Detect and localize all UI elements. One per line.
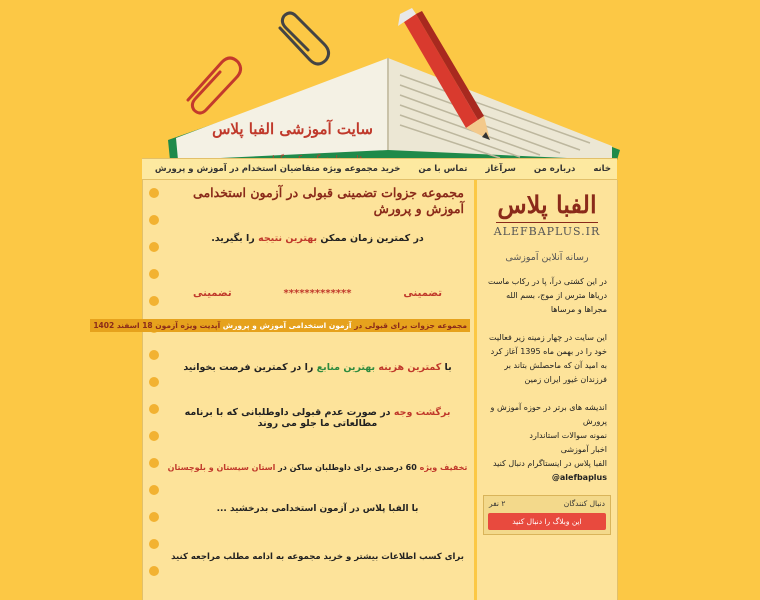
guarantee-left: تضمینی xyxy=(403,288,442,299)
line3-red: برگشت وجه xyxy=(393,407,451,418)
promo-banner xyxy=(93,313,470,332)
site-logo[interactable] xyxy=(492,190,602,238)
book-page-right xyxy=(388,58,612,160)
line1-highlight: بهترین نتیجه xyxy=(258,233,318,244)
post-line-5: با الفبا پلاس در آزمون استخدامی بدرخشید ... xyxy=(216,504,419,514)
banner-c: آپدیت ویژه آزمون 18 اسفند 1402 xyxy=(93,321,221,330)
sidebar-item-2: نمونه سوالات استاندارد xyxy=(529,431,607,440)
line2-suffix: را در کمترین فرصت بخوانید xyxy=(183,362,314,373)
post xyxy=(93,180,470,562)
post-title[interactable]: مجموعه جزوات تضمینی قبولی در آزمون استخدامی آموزش و پرورش xyxy=(193,185,464,216)
promo-banner-text[interactable] xyxy=(90,319,470,332)
sidebar-item-1: اندیشه های برتر در حوزه آموزش و پرورش xyxy=(490,403,607,426)
nav-item-about[interactable]: درباره من xyxy=(533,164,576,174)
nav-item-home[interactable]: خانه xyxy=(593,164,611,174)
logo-latin: ALEFBAPLUS.IR xyxy=(493,225,601,238)
sidebar-para-1: در این کشتی درآ، پا در رکاب ماست دریاها مترس از موج، بسم الله مجراها و مرساها xyxy=(487,277,607,314)
site-title[interactable]: سایت آموزشی الفبا پلاس xyxy=(212,120,373,138)
line2-red: کمترین هزینه xyxy=(378,362,442,373)
post-line-3 xyxy=(165,407,470,429)
post-line-2 xyxy=(165,362,470,373)
sidebar-list xyxy=(477,401,617,485)
line3-suffix: در صورت عدم قبولی داوطلبانی که با برنامه مطالعاتی ما جلو می روند xyxy=(184,407,391,429)
line2-green: بهترین منابع xyxy=(316,362,376,373)
sidebar-item-3: اخبار آموزشی xyxy=(560,445,607,454)
followers-widget xyxy=(483,495,611,535)
banner-a: مجموعه جزوات برای قبولی در xyxy=(354,321,467,330)
logo-divider xyxy=(496,222,598,223)
post-line-4 xyxy=(165,463,470,472)
sidebar xyxy=(477,180,618,600)
notebook-holes xyxy=(149,188,161,593)
paperclip-red-icon xyxy=(188,58,241,113)
top-nav xyxy=(142,158,617,180)
followers-label: دنبال کنندگان xyxy=(563,499,605,508)
sidebar-item-4: الفبا پلاس در اینستاگرام دنبال کنید xyxy=(492,459,607,468)
line2-prefix: با xyxy=(444,362,452,373)
post-line-1 xyxy=(165,233,470,244)
follow-button[interactable]: این وبلاگ را دنبال کنید xyxy=(488,513,606,530)
sidebar-para-2: این سایت در چهار زمینه زیر فعالیت خود را در بهمن ماه 1395 آغاز کرد به امید آن که ماحصلش بتاند بر فرزندان غیور ایران زمین xyxy=(489,333,607,384)
instagram-handle[interactable]: @alefbaplus xyxy=(551,473,607,482)
logo-fa: الفبا پلاس xyxy=(497,190,597,219)
guarantee-row xyxy=(165,288,470,299)
post-line-6: برای کسب اطلاعات بیشتر و خرید مجموعه به ادامه مطلب مراجعه کنید xyxy=(171,552,464,562)
sidebar-subtitle: رسانه آنلاین آموزشی xyxy=(505,252,589,263)
line1-suffix: را بگیرید. xyxy=(211,233,255,244)
line4-red2: استان سیستان و بلوچستان xyxy=(167,463,276,472)
guarantee-stars: ************* xyxy=(283,288,352,299)
followers-count: ۲ نفر xyxy=(489,499,506,508)
guarantee-right: تضمینی xyxy=(193,288,232,299)
followers-header xyxy=(484,496,610,511)
line1-prefix: در کمترین زمان ممکن xyxy=(320,233,424,244)
main-content xyxy=(93,180,474,600)
line4-mid: 60 درصدی برای داوطلبان ساکن در xyxy=(278,463,417,472)
nav-item-buy[interactable]: خرید مجموعه ویژه متقاضیان استخدام در آموزش و پرورش xyxy=(154,164,401,174)
nav-item-start[interactable]: سرآغاز xyxy=(485,164,516,174)
nav-item-contact[interactable]: تماس با من xyxy=(418,164,468,174)
line4-red: تخفیف ویژه xyxy=(419,463,468,472)
header xyxy=(0,0,760,160)
banner-b: آزمون استخدامی آموزش و پرورش xyxy=(222,321,352,330)
header-illustration xyxy=(0,0,760,160)
paperclip-gray-icon xyxy=(280,13,329,64)
